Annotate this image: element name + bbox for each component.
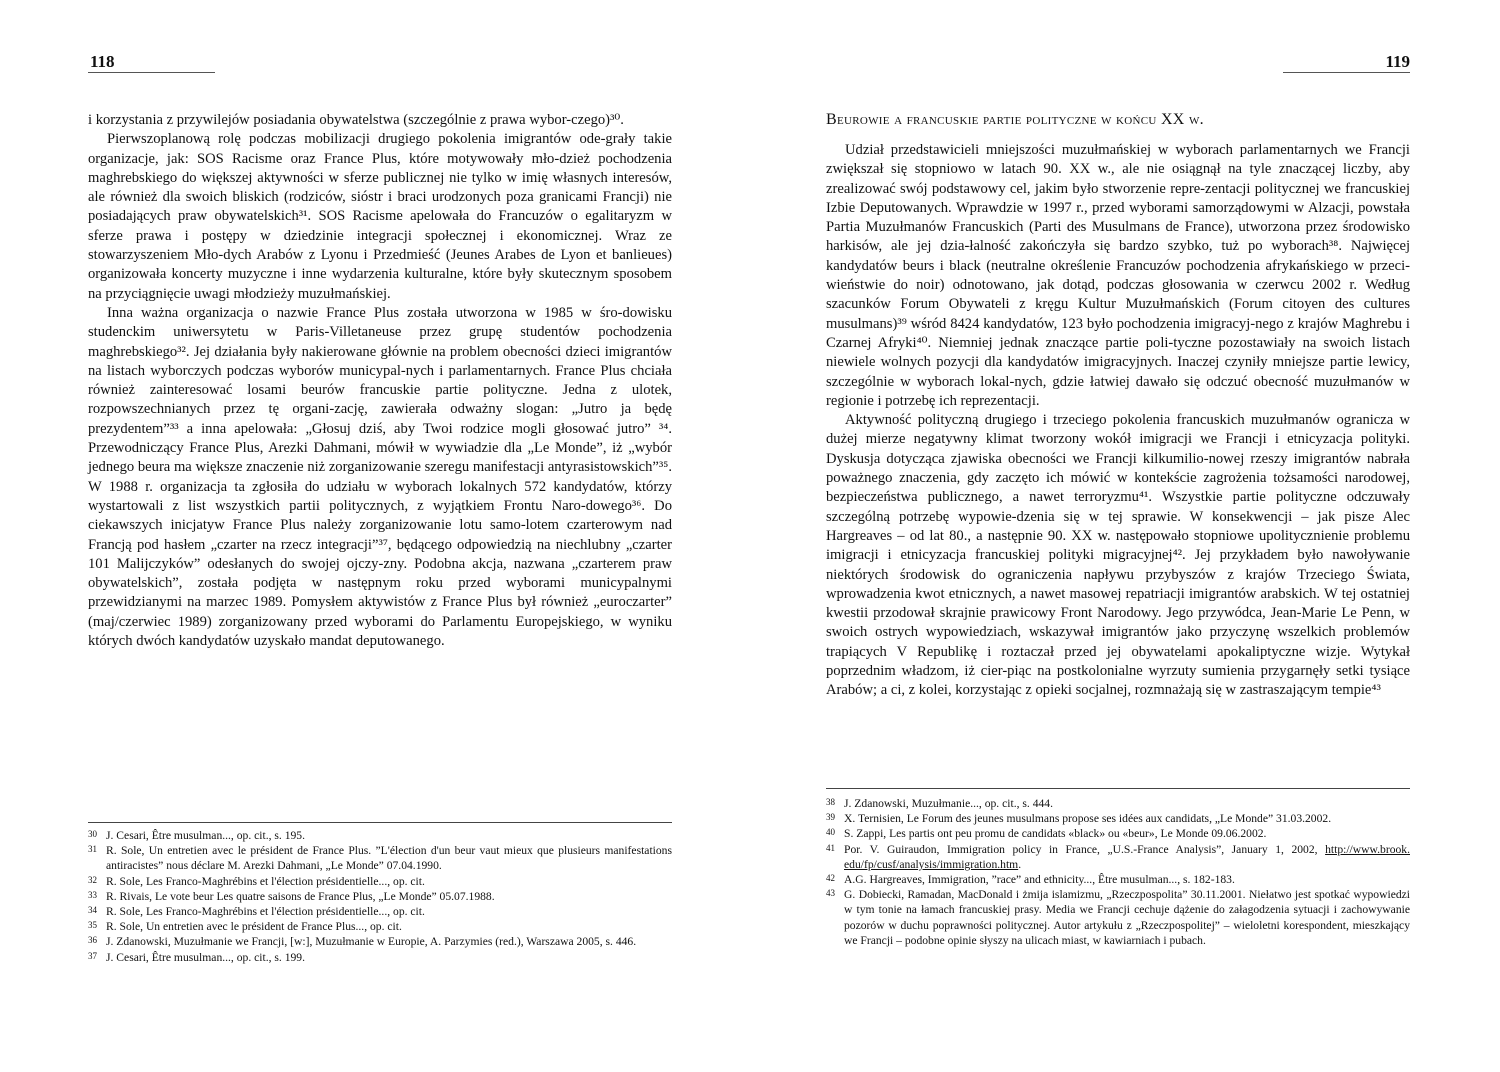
footnote-number: 31 xyxy=(88,844,97,855)
footnote xyxy=(88,828,672,843)
footnote-text: S. Zappi, Les partis ont peu promu de candidats «black» ou «beur», Le Monde 09.06.2002. xyxy=(844,827,1267,841)
footnote xyxy=(826,811,1410,826)
paragraph: Aktywność polityczną drugiego i trzeciego pokolenia francuskich muzułmanów ogranicza w dużej mierze negatywny klimat tworzony wokół imigracji we Francji i etnicyzacja polityki. Dyskusja dotycząca zjawiska obecności we Francji kilkumilio-nowej rzeszy imigrantów nabrała poważnego znaczenia, gdy zaczęto ich mówić w kontekście zagrożenia tożsamości narodowej, bezpieczeństwa publicznego, a nawet terroryzmu⁴¹. Wszystkie partie polityczne odczuwały szczególną potrzebę wypowie-dzenia się w tej sprawie. W konsekwencji – jak pisze Alec Hargreaves – od lat 80., a następnie 90. XX w. następowało stopniowe upolitycznienie problemu imigracji i etnicyzacja francuskiej polityki migracyjnej⁴². Jej przykładem było nawoływanie niektórych środowisk do ograniczenia napływu przybyszów z krajów Trzeciego Świata, wprowadzenia kwot etnicznych, a nawet masowej repatriacji imigrantów arabskich. W tej ostatniej kwestii przodował skrajnie prawicowy Front Narodowy. Jego przywódca, Jean-Marie Le Penn, w swoich ostrych wypowiedziach, wskazywał imigrantów jako przyczynę wszelkich problemów trapiących V Republikę i roztaczał przed jej obywatelami apokaliptyczne wizje. Wytykał poprzednim władzom, iż cier-piąc na postkolonialne wyrzuty sumienia przygarnęły setki tysiące Arabów; a ci, z kolei, korzystając z opieki socjalnej, rozmnażają się w zastraszającym tempie⁴³ xyxy=(826,412,1410,699)
footnote-number: 32 xyxy=(88,874,97,885)
footnote-text: J. Cesari, Être musulman..., op. cit., s. 195. xyxy=(106,829,306,842)
footnote-rule xyxy=(826,788,1410,789)
paragraph: Udział przedstawicieli mniejszości muzułmańskiej w wyborach parlamentarnych we Francji zwiększał się stopniowo w latach 90. XX w., ale nie osiągnął na tyle znaczącej liczby, aby zrealizować swój podstawowy cel, jakim było stworzenie repre-zentacji politycznej we francuskiej Izbie Deputowanych. Wprawdzie w 1997 r., przed wyborami samorządowymi w Alzacji, powstała Partia Muzułmanów Francuskich (Parti des Musulmans de France), utworzona przez środowisko harkisów, ale jej dzia-łalność zakończyła się bardzo szybko, tuż po wyborach³⁸. Najwięcej kandydatów beurs i black (neutralne określenie Francuzów pochodzenia afrykańskiego w przeci-wieństwie do noir) odnotowano, jak dotąd, podczas głosowania w czerwcu 2002 r. Według szacunków Forum Obywateli z kręgu Kultur Muzułmańskich (Forum citoyen des cultures musulmans)³⁹ wśród 8424 kandydatów, 123 było pochodzenia imigracyj-nego z krajów Maghrebu i Czarnej Afryki⁴⁰. Niemniej jednak znaczące partie poli-tyczne pozostawiały na swoich listach niewiele wolnych pozycji dla kandydatów imigracyjnych. Inaczej czyniły mniejsze partie lewicy, szczególnie w wyborach lokal-nych, gdzie łatwiej dawało się odczuć obecność muzułmanów w regionie i potrzebę ich reprezentacji. xyxy=(826,142,1410,409)
body-text xyxy=(826,141,1410,701)
footnotes xyxy=(826,796,1410,948)
page-number: 118 xyxy=(90,52,115,71)
paragraph: i korzystania z przywilejów posiadania obywatelstwa (szczególnie z prawa wybor-czego)³⁰. xyxy=(88,112,624,128)
header-rule xyxy=(88,72,215,73)
footnote-number: 30 xyxy=(88,829,97,839)
footnote-text: R. Sole, Les Franco-Maghrébins et l'élection présidentielle..., op. cit. xyxy=(106,874,425,888)
footnote-text: R. Sole, Un entretien avec le président de France Plus. ”L'élection d'un beur vaut mieux que plusieurs manifestations antiracistes” nous déclare M. Arezki Dahmani, „Le Monde” 07.04.1990. xyxy=(106,844,672,873)
footnote-number: 38 xyxy=(826,797,835,807)
footnote xyxy=(88,889,672,904)
section-title: Beurowie a francuskie partie polityczne w końcu XX w. xyxy=(826,111,1204,128)
footnote-number: 37 xyxy=(88,950,97,961)
left-page xyxy=(88,0,672,1072)
footnote xyxy=(88,874,672,889)
footnotes xyxy=(88,828,672,965)
footnote xyxy=(826,842,1410,872)
footnote-number: 34 xyxy=(88,905,97,916)
right-page xyxy=(826,0,1410,1072)
footnote-text: J. Cesari, Être musulman..., op. cit., s. 199. xyxy=(106,950,306,964)
footnote xyxy=(88,919,672,934)
page-number: 119 xyxy=(1385,52,1410,71)
footnote xyxy=(826,826,1410,841)
footnote-text: R. Rivais, Le vote beur Les quatre saisons de France Plus, „Le Monde” 05.07.1988. xyxy=(106,889,495,903)
footnote-text: J. Zdanowski, Muzułmanie..., op. cit., s. 444. xyxy=(844,797,1053,810)
paragraph: Pierwszoplanową rolę podczas mobilizacji drugiego pokolenia imigrantów ode-grały takie organizacje, jak: SOS Racisme oraz France Plus, które motywowały mło-dzież pochodzenia maghrebskiego do większej aktywności w sferze publicznej nie tylko w imię własnych interesów, ale również dla swoich bliskich (rodziców, sióstr i braci urodzonych poza granicami Francji) nie posiadających praw obywatelskich³¹. SOS Racisme apelowała do Francuzów o egalitaryzm w sferze prawa i postępy w dziedzinie integracji społecznej i ekonomicznej. Wraz ze stowarzyszeniem Mło-dych Arabów z Lyonu i Przedmieść (Jeunes Arabes de Lyon et banlieues) organizowała koncerty muzyczne i inne wydarzenia kulturalne, które były skutecznym sposobem na przyciągnięcie uwagi młodzieży muzułmańskiej. xyxy=(88,131,672,302)
footnote-number: 42 xyxy=(826,873,835,884)
footnote-text: J. Zdanowski, Muzułmanie we Francji, [w:], Muzułmanie w Europie, A. Parzymies (red.), Warszawa 2005, s. 446. xyxy=(106,935,637,949)
footnote xyxy=(88,950,672,965)
footnote-text: R. Sole, Un entretien avec le président de France Plus..., op. cit. xyxy=(106,920,402,934)
footnote xyxy=(88,934,672,949)
footnote-number: 39 xyxy=(826,812,835,823)
footnote-rule xyxy=(88,822,672,823)
footnote xyxy=(826,872,1410,887)
footnote xyxy=(88,843,672,873)
footnote-text xyxy=(844,842,1410,872)
footnote xyxy=(826,887,1410,948)
paragraph: Inna ważna organizacja o nazwie France Plus została utworzona w 1985 w śro-dowisku studenckim uniwersytetu w Paris-Villetaneuse przez grupę studentów pochodzenia maghrebskiego³². Jej działania były nakierowane głównie na problem obecności dzieci imigrantów na listach wyborczych podczas wyborów municypal-nych i parlamentarnych. France Plus chciała również zainteresować losami beurów francuskie partie polityczne. Jedna z ulotek, rozpowszechnianych przez tę organi-zację, zawierała odważny slogan: „Jutro ja będę prezydentem”³³ a inna apelowała: „Głosuj dziś, aby Twoi rodzice mogli głosować jutro” ³⁴. Przewodniczący France Plus, Arezki Dahmani, mówił w wywiadzie dla „Le Monde”, iż „wybór jednego beura ma większe znaczenie niż zorganizowanie szeregu manifestacji antyrasistowskich”³⁵. W 1988 r. organizacja ta zgłosiła do udziału w wyborach lokalnych 572 kandydatów, którzy wystartowali z list wszystkich partii politycznych, z wyjątkiem Frontu Naro-dowego³⁶. Do ciekawszych inicjatyw France Plus należy zorganizowanie lotu samo-lotem czarterowym nad Francją pod hasłem „czarter na rzecz integracji”³⁷, będącego odpowiedzią na niechlubny „czarter 101 Malijczyków” odesłanych do swojej ojczy-zny. Podobna akcja, nazwana „czarterem praw obywatelskich”, została podjęta w następnym roku przed wyborami municypalnymi przewidzianymi na marzec 1989. Pomysłem aktywistów z France Plus był również „euroczarter” (maj/czerwiec 1989) zorganizowany przed wyborami do Parlamentu Europejskiego, w wyniku których dwóch kandydatów uzyskało mandat deputowanego. xyxy=(88,304,672,650)
footnote-text-main: Por. V. Guiraudon, Immigration policy in France, „U.S.-France Analysis”, January 1, 2002, xyxy=(844,842,1318,856)
footnote-number: 35 xyxy=(88,920,97,931)
body-text xyxy=(88,111,672,651)
footnote-text: G. Dobiecki, Ramadan, MacDonald i żmija islamizmu, „Rzeczpospolita” 30.11.2001. Niełatwo jest spotkać wypowiedzi w tym tonie na łamach francuskiej prasy. Media we Francji cechuje dążenie do załagodzenia sytuacji i zachowywanie pozorów w duchu poprawności politycznej. Autor artykułu z „Rzeczpospolitej” – wieloletni korespondent, mieszkający we Francji – podobne opinie słyszy na ulicach miast, w kawiarniach i pubach. xyxy=(844,888,1410,947)
footnote-number: 41 xyxy=(826,842,835,853)
footnote-text: X. Ternisien, Le Forum des jeunes musulmans propose ses idées aux candidats, „Le Monde” 31.03.2002. xyxy=(844,812,1332,826)
footnote xyxy=(826,796,1410,811)
footnote-number: 40 xyxy=(826,827,835,838)
footnote-text: R. Sole, Les Franco-Maghrébins et l'élection présidentielle..., op. cit. xyxy=(106,905,425,919)
footnote-text: A.G. Hargreaves, Immigration, ”race” and ethnicity..., Être musulman..., s. 182-183. xyxy=(844,873,1235,887)
footnote-number: 33 xyxy=(88,889,97,900)
footnote-number: 36 xyxy=(88,935,97,946)
footnote xyxy=(88,904,672,919)
footnote-text-tail: . xyxy=(1018,857,1022,871)
header-rule xyxy=(1283,72,1410,73)
footnote-link[interactable]: http://www.brook. edu/fp/cusf/analysis/immigration.htm xyxy=(844,842,1410,871)
footnote-number: 43 xyxy=(826,888,835,899)
